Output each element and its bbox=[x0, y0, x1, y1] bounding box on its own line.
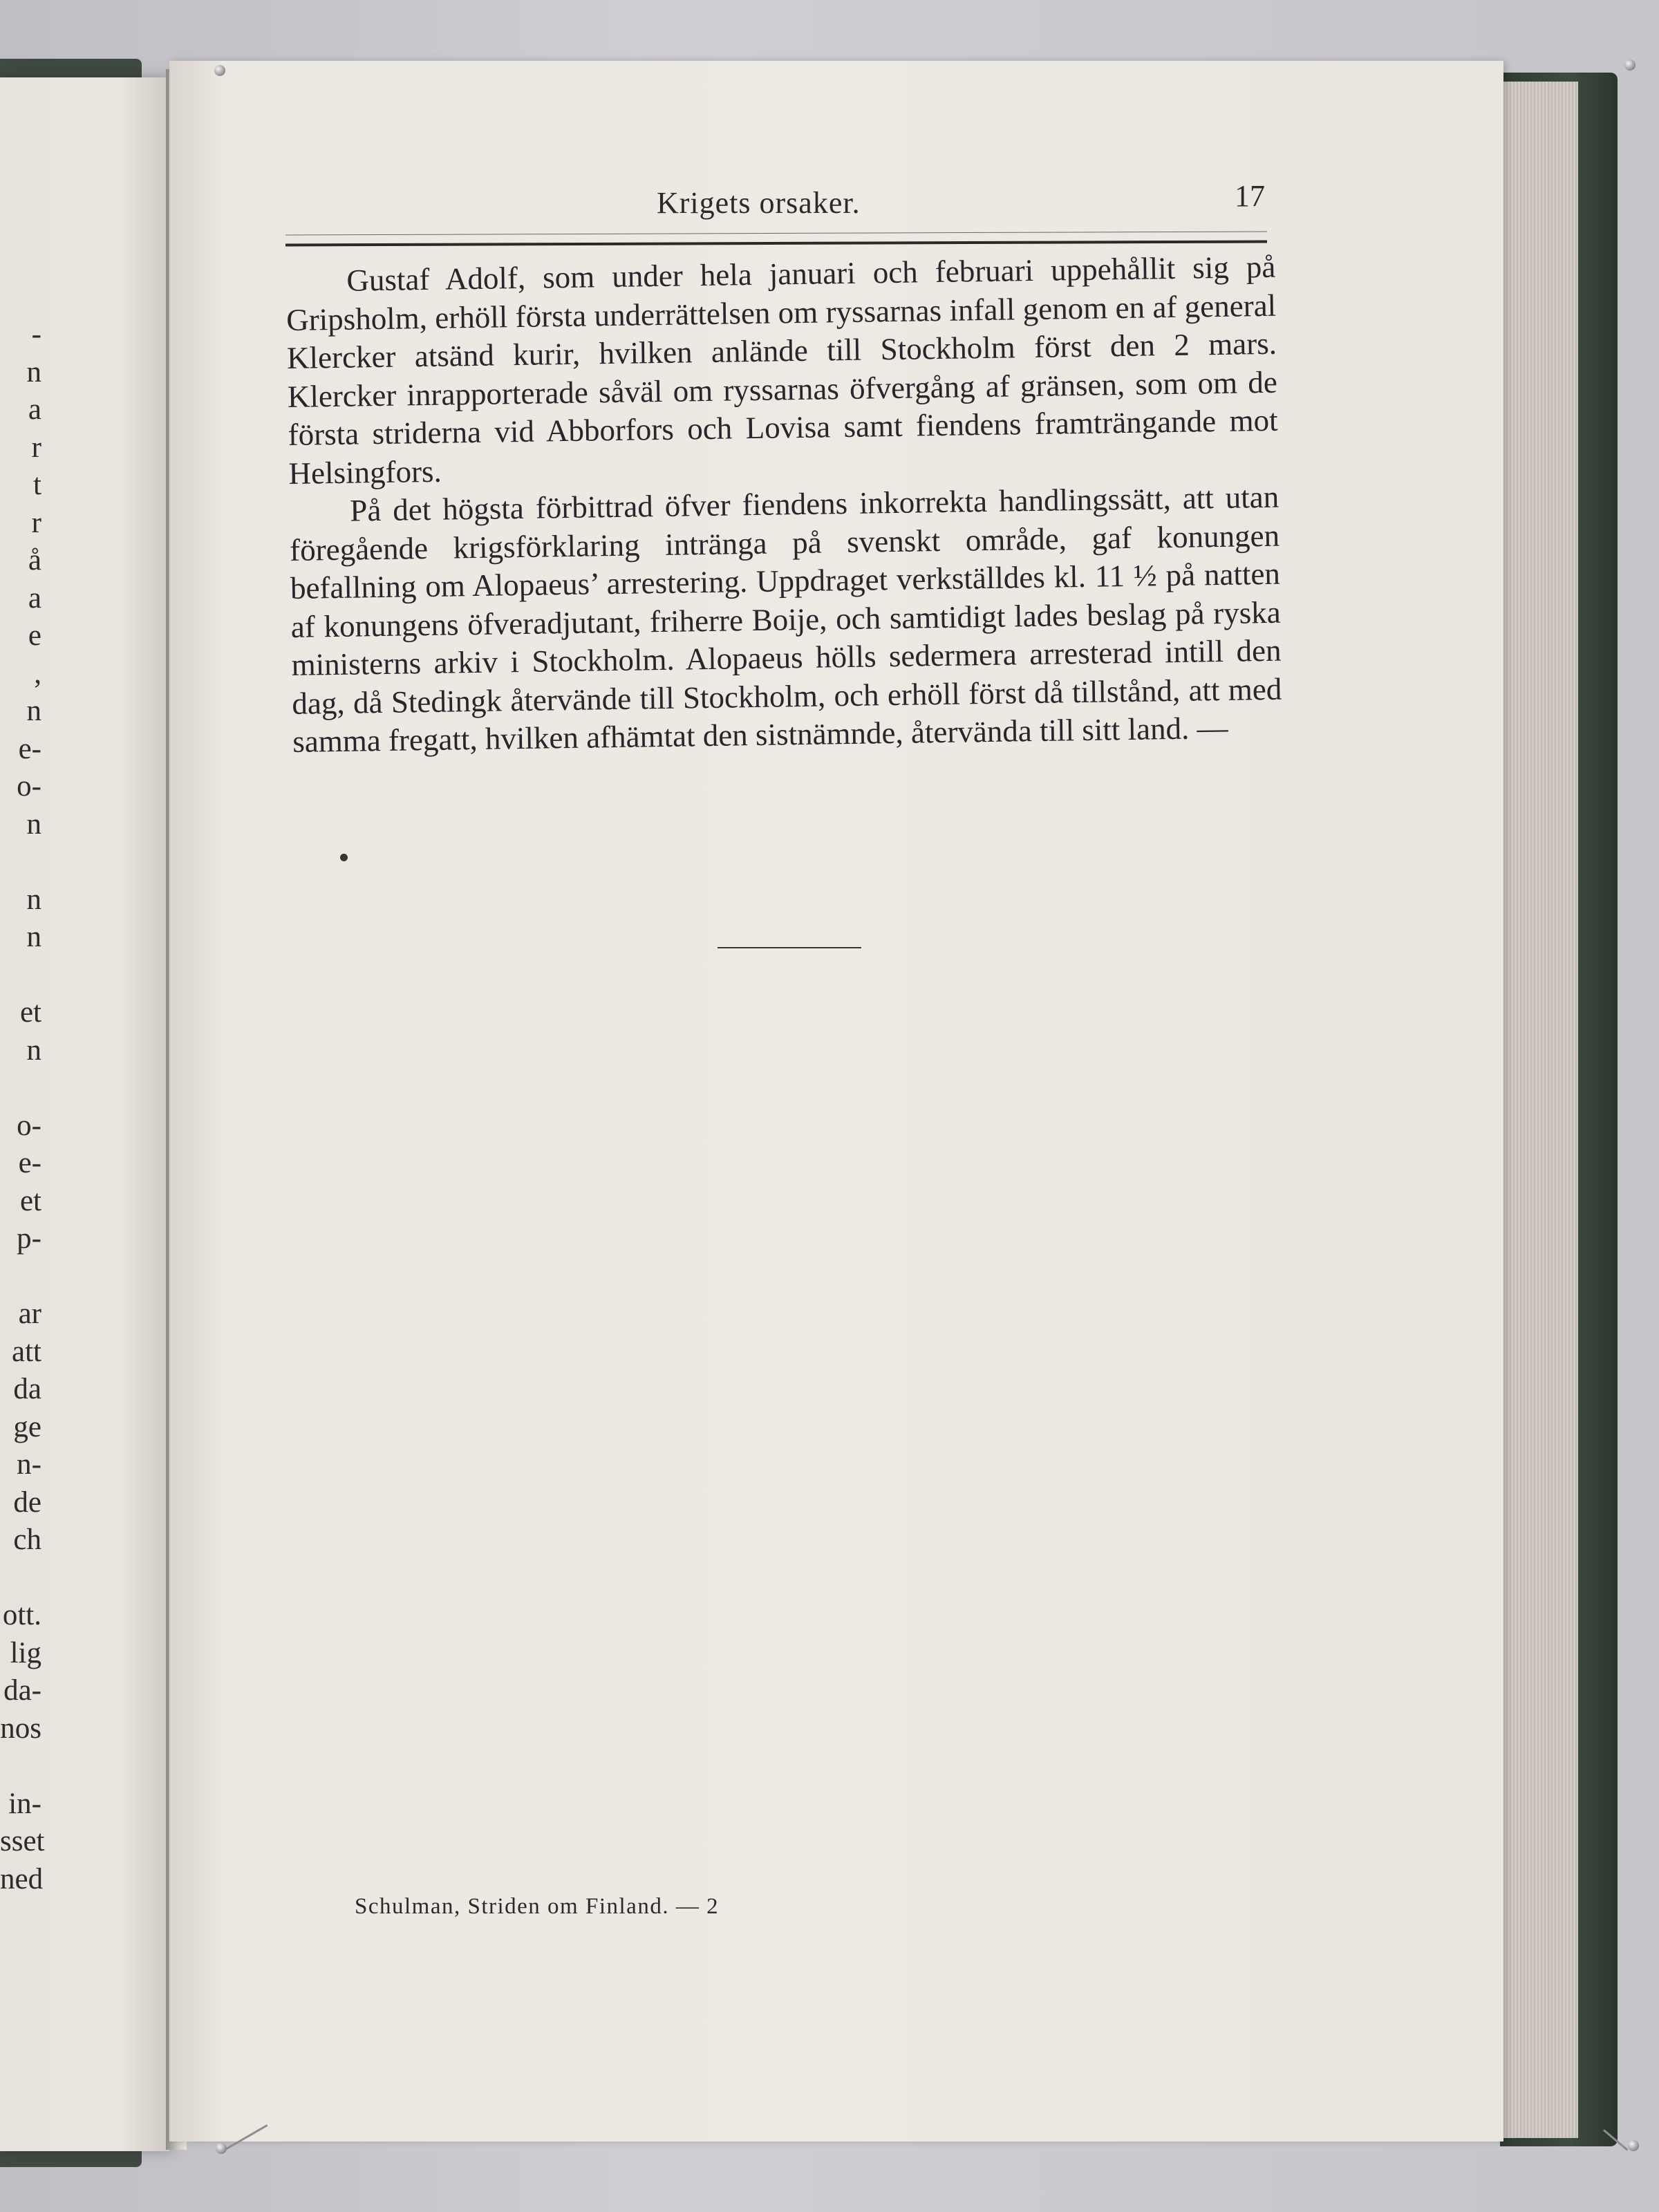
left-page-fragment: n bbox=[26, 1033, 41, 1067]
left-page-fragment: a bbox=[28, 393, 41, 426]
left-page-fragment: in- bbox=[8, 1787, 41, 1820]
left-page-fragment: et bbox=[19, 996, 41, 1029]
left-page-fragment: p- bbox=[17, 1222, 41, 1255]
left-page bbox=[0, 77, 169, 2151]
left-page-fragment bbox=[0, 1069, 41, 1107]
left-page-fragment: å bbox=[28, 544, 41, 577]
left-page-fragment: t bbox=[33, 469, 41, 501]
left-page-fragment bbox=[0, 1258, 41, 1296]
ink-dot bbox=[340, 854, 348, 861]
paragraph-1: Gustaf Adolf, som under hela januari och februari uppehållit sig på Gripsholm, erhöll första underrättelsen om ryssarnas infall genom en af general Klercker atsänd kurir, hvilken anlände till Stockholm först den 2 mars. Klercker inrapporterade såväl om ryssarnas öfvergång af gränsen, som om de första striderna vid Abborfors och Lovisa samt fiendens framträngande mot Helsingfors. bbox=[285, 249, 1278, 491]
page-footer-signature: Schulman, Striden om Finland. — 2 bbox=[355, 1894, 720, 1919]
mounting-pin bbox=[214, 65, 225, 76]
left-page-fragment: n bbox=[26, 807, 41, 841]
left-page-fragment: n bbox=[26, 883, 41, 916]
left-page-fragment: nos bbox=[0, 1712, 41, 1745]
left-page-fragment: e bbox=[28, 619, 41, 652]
left-page-fragment: n bbox=[26, 695, 41, 727]
left-page-fragment: o- bbox=[17, 1109, 41, 1142]
left-page-fragment bbox=[0, 843, 41, 881]
left-page-fragment: ott. bbox=[2, 1599, 41, 1631]
left-page-fragment bbox=[0, 1559, 41, 1597]
left-page-fragment: r bbox=[31, 506, 41, 539]
page-edges bbox=[1503, 82, 1578, 2138]
left-page-fragment: , bbox=[34, 657, 41, 690]
left-page-fragment: - bbox=[31, 318, 41, 350]
left-page-text-fragments bbox=[0, 316, 45, 1898]
paragraph-2: På det högsta förbittrad öfver fiendens inkorrekta handlingssätt, att utan föregående krigsförklaring intränga på svenskt område, gaf konungen befallning om Alopaeus’ arrestering. Uppdraget verkställdes kl. 11 ½ på natten af konungens öfveradjutant, friherre Boije, och samtidigt lades beslag på ryska ministerns arkiv i Stockholm. Alopaeus hölls sedermera arresterad intill den dag, då Stedingk återvände till Stockholm, och erhöll först då tillstånd, att med samma fregatt, hvilken afhämtat den sistnämnde, återvända till sitt land. — bbox=[289, 479, 1282, 759]
mounting-pin bbox=[1628, 2140, 1639, 2151]
left-page-fragment: sset bbox=[0, 1825, 45, 1857]
left-page-fragment: de bbox=[13, 1485, 41, 1519]
left-page-fragment: e- bbox=[18, 732, 41, 765]
left-page-fragment: ge bbox=[13, 1410, 41, 1443]
body-text bbox=[285, 248, 1283, 762]
left-page-fragment: att bbox=[12, 1335, 41, 1368]
left-page-fragment: lig bbox=[10, 1636, 41, 1669]
mounting-pin bbox=[1624, 59, 1635, 71]
left-page-fragment: da bbox=[13, 1373, 41, 1405]
left-page-fragment: ar bbox=[18, 1297, 41, 1330]
left-page-fragment: n bbox=[26, 355, 41, 388]
running-title: Krigets orsaker. bbox=[657, 186, 861, 220]
left-page-fragment bbox=[0, 1747, 41, 1785]
left-page-fragment: r bbox=[31, 431, 41, 464]
left-page-fragment: n- bbox=[17, 1448, 41, 1481]
left-page-fragment: da- bbox=[3, 1674, 41, 1707]
section-end-rule bbox=[718, 947, 861, 948]
left-page-fragment: a bbox=[28, 581, 41, 615]
left-page-fragment: et bbox=[19, 1184, 41, 1217]
page-number: 17 bbox=[1235, 179, 1265, 213]
left-page-fragment: n bbox=[26, 921, 41, 953]
left-page-fragment: e- bbox=[18, 1147, 41, 1179]
left-page-fragment: o- bbox=[17, 770, 41, 803]
left-page-fragment: ch bbox=[13, 1524, 41, 1556]
left-page-fragment bbox=[0, 957, 41, 995]
left-page-fragment: ned bbox=[0, 1862, 44, 1895]
